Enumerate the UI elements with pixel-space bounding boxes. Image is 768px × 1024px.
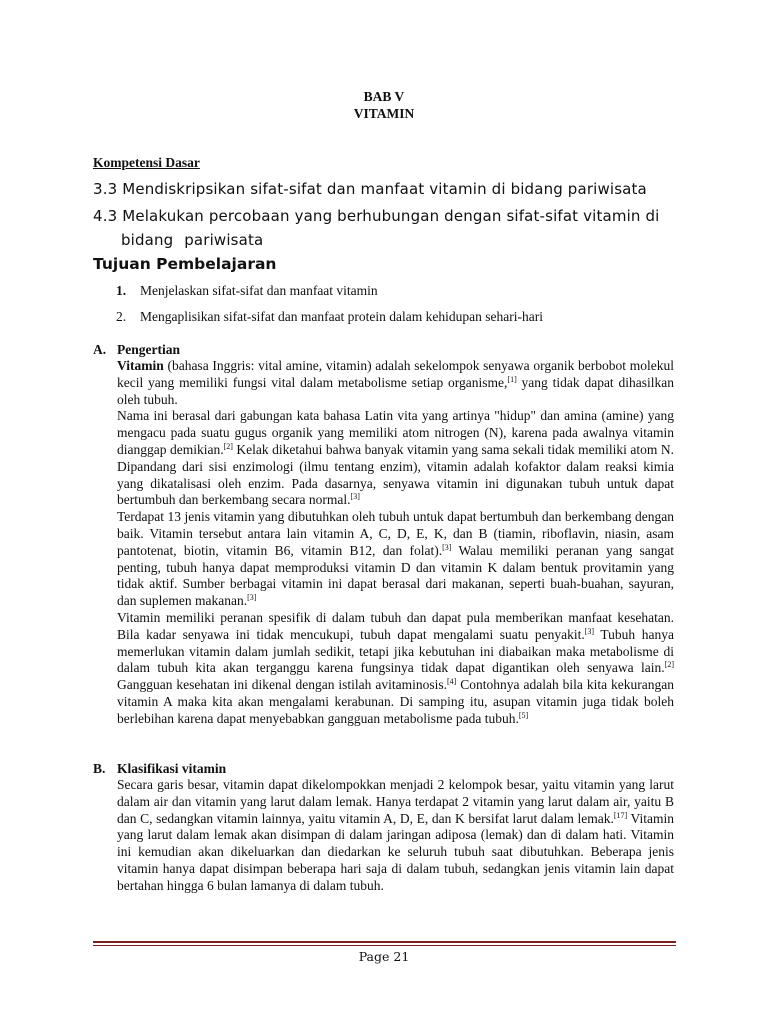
tujuan-item-1 [116,283,378,299]
paragraph: Nama ini berasal dari gabungan kata bahasa Latin vita yang artinya "hidup" dan amina (amine) yang mengacu pada suatu gugus organik yang memiliki atom nitrogen (N), karena pada awalnya vitamin dianggap demikian.[2] Kelak diketahui bahwa banyak vitamin yang sama sekali tidak memiliki atom N. Dipandang dari sisi enzimologi (ilmu tentang enzim), vitamin adalah kofaktor dalam reaksi kimia yang dikatalisasi oleh enzim. Pada dasarnya, senyawa vitamin ini digunakan tubuh untuk dapat bertumbuh dan berkembang secara normal.[3] [117,408,674,508]
section-letter: B. [93,761,106,776]
citation[interactable]: [4] [447,677,457,687]
kompetensi-heading: Kompetensi Dasar [93,155,200,170]
page-number: Page 21 [358,949,410,964]
citation[interactable]: [2] [223,441,233,451]
term-bold: Vitamin [117,358,164,373]
paragraph: Vitamin memiliki peranan spesifik di dalam tubuh dan dapat pula memberikan manfaat kesehatan. Bila kadar senyawa ini tidak mencukupi, tubuh dapat mengalami suatu penyakit.[3] Tubuh hanya memerlukan vitamin dalam jumlah sedikit, tetapi jika kebutuhan ini diabaikan maka metabolisme di dalam tubuh kita akan terganggu karena fungsinya tidak dapat digantikan oleh senyawa lain.[2] Gangguan kesehatan ini dikenal dengan istilah avitaminosis.[4] Contohnya adalah bila kita kekurangan vitamin A maka kita akan mengalami kerabunan. Di samping itu, asupan vitamin juga tidak boleh berlebihan karena dapat menyebabkan gangguan metabolisme pada tubuh.[5] [117,609,675,726]
kompetensi-item-2-continuation: bidang pariwisata [121,231,264,249]
citation[interactable]: [3] [350,492,360,502]
tujuan-item-2 [116,309,543,325]
tujuan-heading: Tujuan Pembelajaran [93,255,277,273]
list-text: Menjelaskan sifat-sifat dan manfaat vitamin [140,283,378,298]
section-title: Klasifikasi vitamin [117,761,227,776]
list-number: 1. [116,283,127,298]
citation[interactable]: [3] [247,593,257,603]
paragraph: Secara garis besar, vitamin dapat dikelompokkan menjadi 2 kelompok besar, yaitu vitamin yang larut dalam air dan vitamin yang larut dalam lemak. Hanya terdapat 2 vitamin yang larut dalam air, yaitu B dan C, sedangkan vitamin lainnya, yaitu vitamin A, D, E, dan K bersifat larut dalam lemak.[17] Vitamin yang larut dalam lemak akan disimpan di dalam jaringan adiposa (lemak) dan di dalam hati. Vitamin ini kemudian akan dikeluarkan dan diedarkan ke seluruh tubuh saat dibutuhkan. Beberapa jenis vitamin hanya dapat disimpan beberapa hari saja di dalam tubuh, sedangkan jenis vitamin lain dapat bertahan hingga 6 bulan lamanya di dalam tubuh. [117,777,674,893]
section-a-heading [93,342,180,358]
paragraph: Vitamin (bahasa Inggris: vital amine, vitamin) adalah sekelompok senyawa organik berbobot molekul kecil yang memiliki fungsi vital dalam metabolisme setiap organisme,[1] yang tidak dapat dihasilkan oleh tubuh. [117,358,674,407]
section-a-body [117,358,674,728]
list-number: 2. [116,309,127,324]
kompetensi-item-2: 4.3 Melakukan percobaan yang berhubungan dengan sifat-sifat vitamin di [93,207,660,225]
citation[interactable]: [3] [442,542,452,552]
citation[interactable]: [17] [613,810,628,820]
citation[interactable]: [2] [664,660,674,670]
footer-rule-thin [93,945,676,946]
citation[interactable]: [3] [584,626,595,636]
citation[interactable]: [1] [507,374,517,384]
paragraph: Terdapat 13 jenis vitamin yang dibutuhkan oleh tubuh untuk dapat bertumbuh dan berkembang dengan baik. Vitamin tersebut antara lain vitamin A, C, D, E, K, dan B (tiamin, riboflavin, niasin, asam pantotenat, biotin, vitamin B6, vitamin B12, dan folat).[3] Walau memiliki peranan yang sangat penting, tubuh hanya dapat memproduksi vitamin D dan vitamin K dalam bentuk provitamin yang tidak aktif. Sumber berbagai vitamin ini dapat berasal dari makanan, seperti buah-buahan, sayuran, dan suplemen makanan.[3] [117,509,674,609]
chapter-number: BAB V [363,89,405,104]
section-letter: A. [93,342,107,357]
section-b-heading [93,761,226,777]
list-text: Mengaplisikan sifat-sifat dan manfaat protein dalam kehidupan sehari-hari [140,309,543,324]
kompetensi-item-1: 3.3 Mendiskripsikan sifat-sifat dan manfaat vitamin di bidang pariwisata [93,180,647,198]
chapter-title: VITAMIN [353,106,415,121]
section-title: Pengertian [117,342,180,357]
section-b-body [117,777,674,895]
footer-rule [93,941,676,943]
citation[interactable]: [5] [518,710,529,720]
